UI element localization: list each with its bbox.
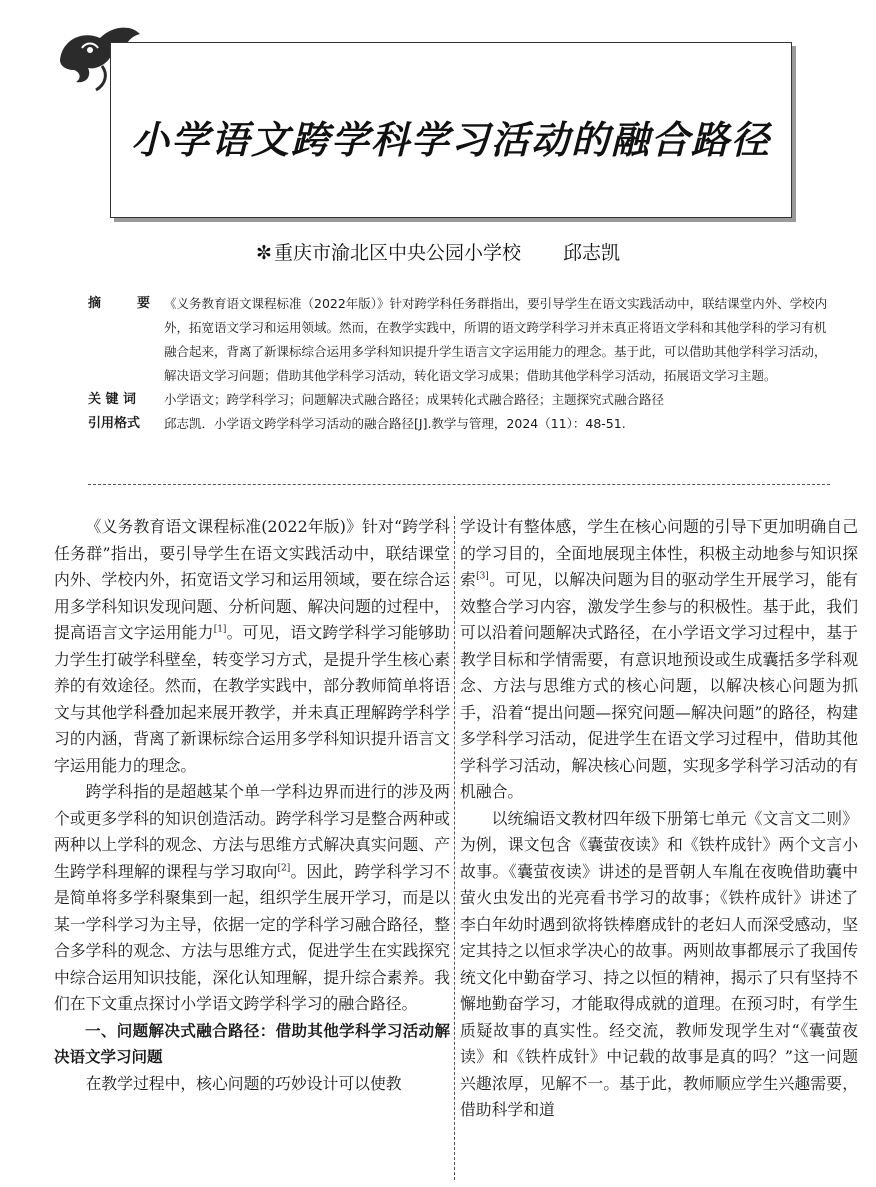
citation-text: 邱志凯．小学语文跨学科学习活动的融合路径[J].教学与管理，2024（11）：48-51. [164, 416, 626, 431]
body-column-left [54, 514, 450, 1097]
author-name: 邱志凯 [562, 242, 620, 264]
body-paragraph: 在教学过程中，核心问题的巧妙设计可以使教 [85, 1073, 402, 1093]
body-paragraph: 跨学科指的是超越某个单一学科边界而进行的涉及两个或更多学科的知识创造活动。跨学科学习是整合两种或两种以上学科的观念、方法与思维方式解决真实问题、产生跨学科理解的课程与学习取向[2]。因此，跨学科学习不是简单将多学科聚集到一起，组织学生展开学习，而是以某一学科学习为主导，依据一定的学科学习融合路径，整合多学科的观念、方法与思维方式，促进学生在实践探究中综合运用知识技能，深化认知理解，提升综合素养。我们在下文重点探讨小学语文跨学科学习的融合路径。 [54, 782, 450, 1013]
title-box [110, 42, 792, 218]
abstract-row [88, 292, 830, 388]
abstract-label-char: 要 [136, 296, 150, 311]
citation-label: 引用格式 [88, 416, 141, 431]
abstract-text: 《义务教育语文课程标准（2022年版）》针对跨学科任务群指出，要引导学生在语文实践活动中，联结课堂内外、学校内外，拓宽语文学习和运用领域。然而，在教学实践中，所谓的语文跨学科学习并未真正将语文学科和其他学科的学习有机融合起来，背离了新课标综合运用多学科知识提升学生语言文字运用能力的理念。基于此，可以借助其他学科学习活动，解决语文学习问题；借助其他学科学习活动，转化语文学习成果；借助其他学科学习活动，拓展语文学习主题。 [164, 296, 828, 383]
keywords-label: 关 键 词 [88, 392, 137, 407]
article-meta [88, 292, 830, 436]
page-title: 小学语文跨学科学习活动的融合路径 [130, 117, 771, 162]
body-paragraph: 《义务教育语文课程标准(2022年版)》针对“跨学科任务群”指出，要引导学生在语文实践活动中，联结课堂内外、学校内外，拓宽语文学习和运用领域，要在综合运用多学科知识发现问题、分析问题、解决问题的过程中，提高语言文字运用能力[1]。可见，语文跨学科学习能够助力学生打破学科壁垒，转变学习方式，是提升学生核心素养的有效途径。然而，在教学实践中，部分教师简单将语文与其他学科叠加起来展开教学，并未真正理解跨学科学习的内涵，背离了新课标综合运用多学科知识提升语言文字运用能力的理念。 [54, 517, 450, 775]
column-divider [454, 516, 455, 1180]
abstract-label [88, 292, 150, 388]
author-line [0, 238, 876, 265]
body-paragraph: 以统编语文教材四年级下册第七单元《文言文二则》为例，课文包含《囊萤夜读》和《铁杵成针》两个文言小故事。《囊萤夜读》讲述的是晋朝人车胤在夜晚借助囊中萤火虫发出的光亮看书学习的故事；《铁杵成针》讲述了李白年幼时遇到欲将铁棒磨成针的老妇人而深受感动，坚定其持之以恒求学决心的故事。两则故事都展示了我国传统文化中勤奋学习、持之以恒的精神，揭示了只有坚持不懈地勤奋学习，才能取得成就的道理。在预习时，有学生质疑故事的真实性。经交流，教师发现学生对“《囊萤夜读》和《铁杵成针》中记载的故事是真的吗？”这一问题兴趣浓厚，见解不一。基于此，教师顺应学生兴趣需要，借助科学和道 [460, 808, 858, 1119]
keywords-row [88, 388, 830, 412]
reference-mark: [2] [277, 863, 291, 874]
body-column-right [460, 514, 858, 1124]
body-paragraph: 学设计有整体感，学生在核心问题的引导下更加明确自己的学习目的，全面地展现主体性，积极主动地参与知识探索[3]。可见，以解决问题为目的驱动学生开展学习，能有效整合学习内容，激发学生参与的积极性。基于此，我们可以沿着问题解决式路径，在小学语文学习过程中，基于教学目标和学情需要，有意识地预设或生成囊括多学科观念、方法与思维方式的核心问题，以解决核心问题为抓手，沿着“提出问题—探究问题—解决问题”的路径，构建多学科学习活动，促进学生在语文学习过程中，借助其他学科学习活动，解决核心问题，实现多学科学习活动的有机融合。 [460, 517, 858, 801]
flower-icon: ✼ [256, 242, 272, 264]
keywords-text: 小学语文；跨学科学习；问题解决式融合路径；成果转化式融合路径；主题探究式融合路径 [164, 392, 665, 407]
author-affiliation: 重庆市渝北区中央公园小学校 [273, 242, 521, 264]
citation-row [88, 412, 830, 436]
section-divider [88, 484, 830, 485]
abstract-label-char: 摘 [88, 296, 102, 311]
reference-mark: [3] [476, 571, 489, 582]
section-heading: 一、问题解决式融合路径：借助其他学科学习活动解决语文学习问题 [54, 1021, 450, 1066]
reference-mark: [1] [213, 624, 227, 635]
